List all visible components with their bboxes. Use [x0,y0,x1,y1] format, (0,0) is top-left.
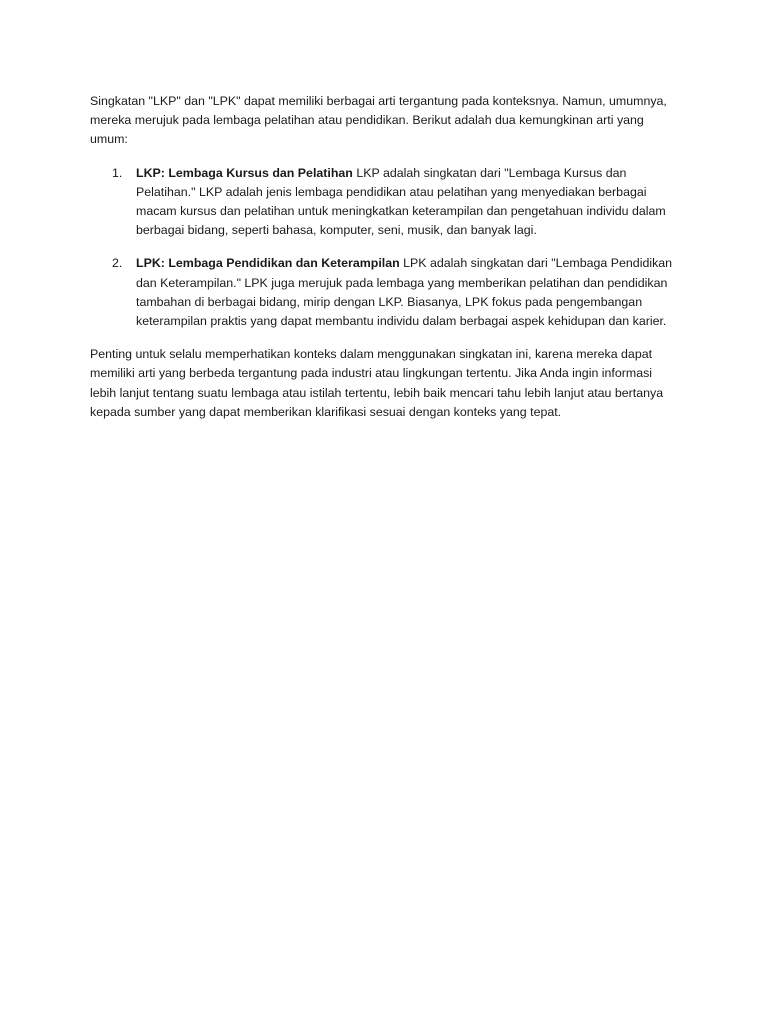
closing-paragraph: Penting untuk selalu memperhatikan konteks dalam menggunakan singkatan ini, karena mereka dapat memiliki arti yang berbeda tergantung pada industri atau lingkungan tertentu. Jika Anda ingin informasi lebih lanjut tentang suatu lembaga atau istilah tertentu, lebih baik mencari tahu lebih lanjut atau bertanya kepada sumber yang dapat memberikan klarifikasi sesuai dengan konteks yang tepat. [90,347,664,419]
document-body [90,92,680,436]
list-number: 2. [112,256,123,271]
intro-paragraph: Singkatan "LKP" dan "LPK" dapat memiliki berbagai arti tergantung pada konteksnya. Namun, umumnya, mereka merujuk pada lembaga pelatihan atau pendidikan. Berikut adalah dua kemungkinan arti yang umum: [90,94,667,147]
list-term: LPK: Lembaga Pendidikan dan Keterampilan [136,256,400,271]
list-text: LPK adalah singkatan dari "Lembaga Pendidikan dan Keterampilan." LPK juga merujuk pada lembaga yang memberikan pelatihan dan pendidikan tambahan di berbagai bidang, mirip dengan LKP. Biasanya, LPK fokus pada pengembangan keterampilan praktis yang dapat membantu individu dalam berbagai aspek kehidupan dan karier. [136,256,673,329]
list-item [90,164,680,241]
list-text: LKP adalah singkatan dari "Lembaga Kursus dan Pelatihan." LKP adalah jenis lembaga pendidikan atau pelatihan yang menyediakan berbagai macam kursus dan pelatihan untuk meningkatkan keterampilan dan pengetahuan individu dalam berbagai bidang, seperti bahasa, komputer, seni, musik, dan banyak lagi. [136,165,666,238]
list-item [90,254,680,331]
list-term: LKP: Lembaga Kursus dan Pelatihan [136,165,353,180]
list-number: 1. [112,165,123,180]
definition-list [90,164,680,332]
